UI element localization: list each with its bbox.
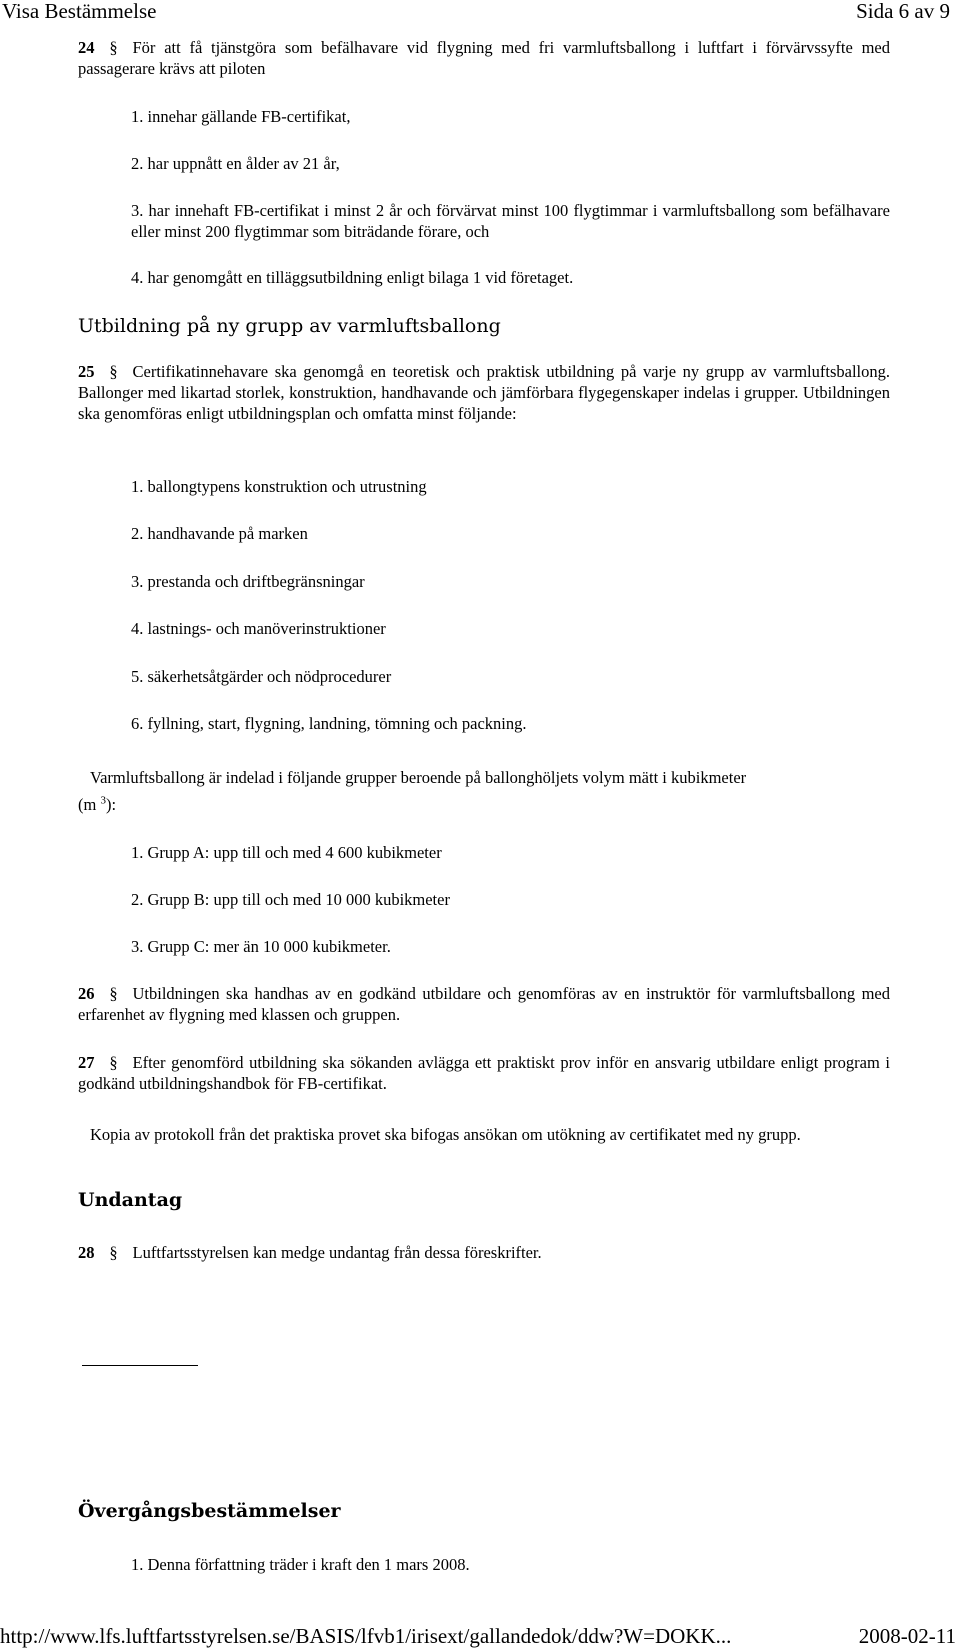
section-heading: Övergångsbestämmelser <box>78 1500 341 1522</box>
page-number: Sida 6 av 9 <box>856 0 950 23</box>
section-number: 24 <box>78 38 95 57</box>
section-heading: Undantag <box>78 1189 183 1211</box>
section-number: 28 <box>78 1243 95 1262</box>
separator-line <box>82 1365 198 1366</box>
section-number: 26 <box>78 984 95 1003</box>
paragraph-sign: § <box>109 1243 118 1262</box>
page-footer <box>0 1622 960 1652</box>
section-number: 27 <box>78 1053 95 1072</box>
paragraph-sign: § <box>109 984 118 1003</box>
section-25 <box>78 361 890 424</box>
list-item: 6. fyllning, start, flygning, landning, tömning och packning. <box>131 714 527 733</box>
list-item: 3. Grupp C: mer än 10 000 kubikmeter. <box>131 937 391 956</box>
section-24 <box>78 37 890 79</box>
list-item: 3. prestanda och driftbegränsningar <box>131 572 365 591</box>
list-item: 5. säkerhetsåtgärder och nödprocedurer <box>131 667 392 686</box>
list-item: 2. Grupp B: upp till och med 10 000 kubikmeter <box>131 890 450 909</box>
list-item: 4. har genomgått en tilläggsutbildning enligt bilaga 1 vid företaget. <box>131 268 574 287</box>
list-item: 1. Grupp A: upp till och med 4 600 kubikmeter <box>131 843 442 862</box>
print-date: 2008-02-11 <box>858 1624 956 1648</box>
section-28: 28 § Luftfartsstyrelsen kan medge undantag från dessa föreskrifter. <box>78 1243 542 1262</box>
paragraph-sign: § <box>109 362 118 381</box>
document-title: Visa Bestämmelse <box>2 0 157 23</box>
list-item: 1. Denna författning träder i kraft den 1 mars 2008. <box>131 1555 470 1574</box>
section-26: 26 § Utbildningen ska handhas av en godkänd utbildare och genomföras av en instruktör för varmluftsballong med erfarenhet av flygning med klassen och gruppen. <box>78 984 890 1024</box>
section-24-intro: 24 § För att få tjänstgöra som befälhavare vid flygning med fri varmluftsballong i luftfart i förvärvssyfte med passagerare krävs att piloten <box>78 38 890 78</box>
paragraph-sign: § <box>109 1053 118 1072</box>
list-item: 3. har innehaft FB-certifikat i minst 2 år och förvärvat minst 100 flygtimmar i varmluftsballong som befälhavare eller minst 200 flygtimmar som biträdande förare, och <box>131 201 890 241</box>
list-item: 2. har uppnått en ålder av 21 år, <box>131 154 340 173</box>
list-item: 4. lastnings- och manöverinstruktioner <box>131 619 386 638</box>
section-number: 25 <box>78 362 95 381</box>
groups-intro: Varmluftsballong är indelad i följande grupper beroende på ballonghöljets volym mätt i kubikmeter (m $^3$): <box>78 768 747 814</box>
section-heading: Utbildning på ny grupp av varmluftsballong <box>78 315 501 337</box>
section-27-note: Kopia av protokoll från det praktiska provet ska bifogas ansökan om utökning av certifikatet med ny grupp. <box>90 1125 801 1144</box>
page-header <box>0 0 960 26</box>
source-url[interactable]: http://www.lfs.luftfartsstyrelsen.se/BASIS/lfvb1/irisext/gallandedok/ddw?W=DOKK... <box>0 1624 732 1648</box>
list-item: 1. innehar gällande FB-certifikat, <box>131 107 351 126</box>
list-item: 2. handhavande på marken <box>131 524 308 543</box>
list-item: 1. ballongtypens konstruktion och utrustning <box>131 477 427 496</box>
paragraph-sign: § <box>109 38 118 57</box>
section-27: 27 § Efter genomförd utbildning ska sökanden avlägga ett praktiskt prov inför en ansvarig utbildare enligt program i godkänd utbildningshandbok för FB-certifikat. <box>78 1053 890 1093</box>
section-25-intro: 25 § Certifikatinnehavare ska genomgå en teoretisk och praktisk utbildning på varje ny grupp av varmluftsballong. Ballonger med likartad storlek, konstruktion, handhavande och jämförbara flygegenskaper indelas i grupper. Utbildningen ska genomföras enligt utbildningsplan och omfatta minst följande: <box>78 362 890 423</box>
